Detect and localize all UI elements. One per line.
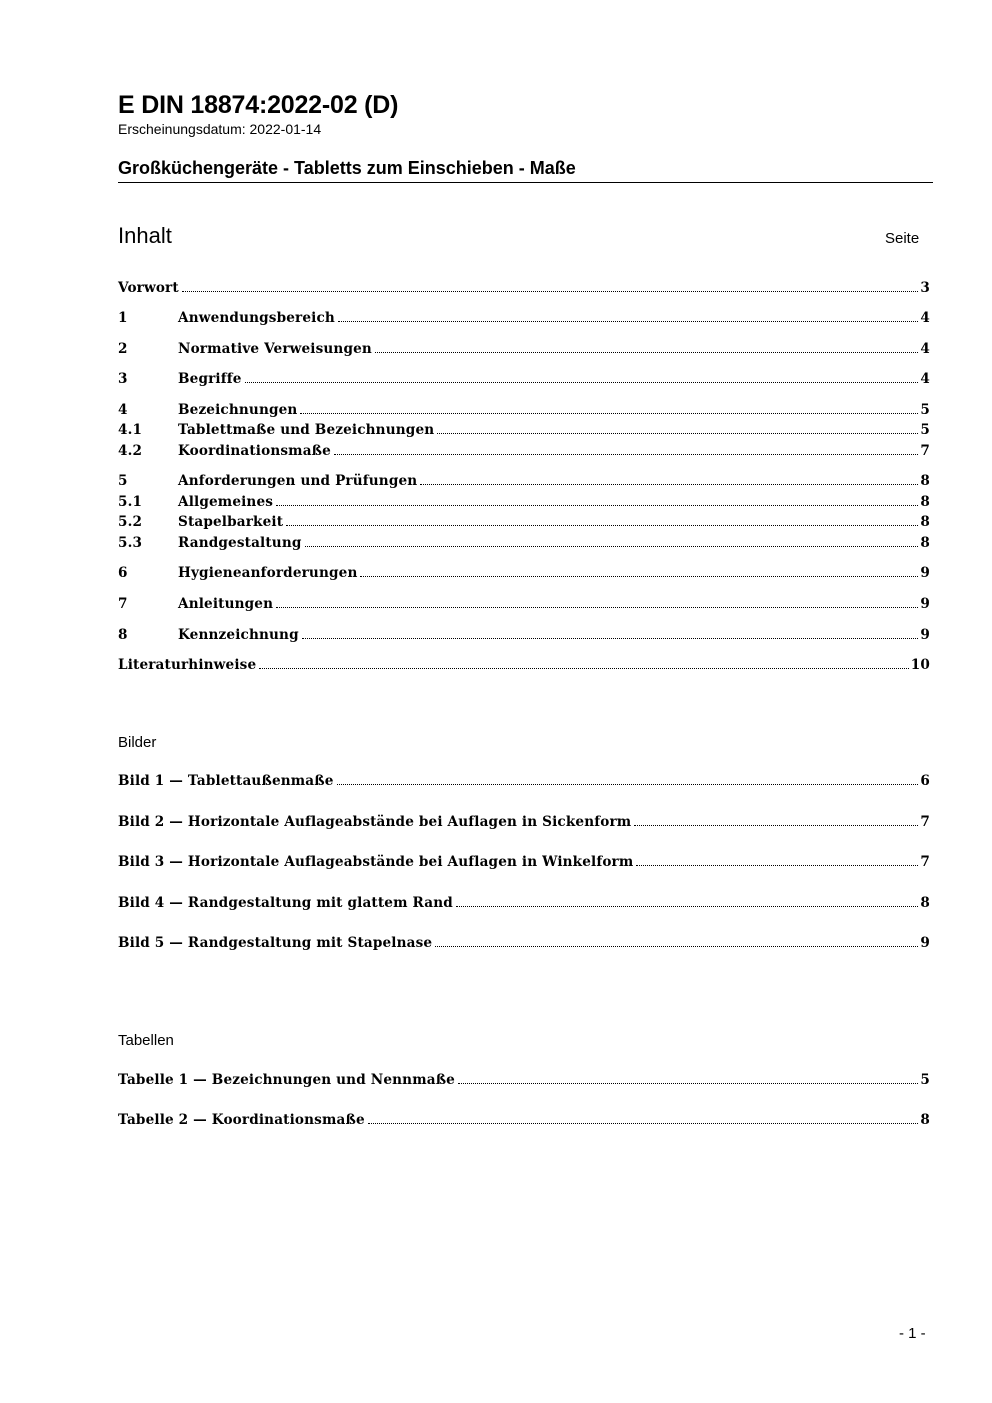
toc-entry-page: 7 [920,443,930,459]
toc-entry-title: Koordinationsmaße [178,443,331,459]
toc-entry-title: Anleitungen [178,596,274,612]
dot-leader [435,946,918,947]
toc-entry-3[interactable] [118,371,930,391]
toc-entry-page: 8 [920,535,930,551]
toc-entry-number: 4 [118,402,128,418]
toc-entry-number: 5.2 [118,514,143,530]
toc-entry-number: 3 [118,371,128,387]
toc-entry-5-2[interactable] [118,514,930,534]
toc-entry-vorwort[interactable] [118,280,930,300]
toc-entry-page: 4 [920,310,930,326]
toc-entry-literaturhinweise[interactable] [118,657,930,677]
dot-leader [286,525,918,526]
dot-leader [458,1083,918,1084]
toc-entry-6[interactable] [118,565,930,585]
document-title: E DIN 18874:2022-02 (D) [118,91,399,119]
toc-entry-page: 4 [920,341,930,357]
toc-entry-title: Normative Verweisungen [178,341,372,357]
dot-leader [276,607,918,608]
toc-entry-title: Allgemeines [178,494,274,510]
dot-leader [437,433,918,434]
dot-leader [302,638,919,639]
figure-entry-5[interactable] [118,935,930,955]
dot-leader [360,576,918,577]
toc-entry-page: 3 [920,280,930,296]
dot-leader [634,825,918,826]
dot-leader [182,291,919,292]
toc-entry-5-3[interactable] [118,535,930,555]
dot-leader [456,906,919,907]
toc-entry-number: 1 [118,310,128,326]
toc-entry-page: 9 [920,627,930,643]
figures-heading: Bilder [118,734,157,751]
figure-entry-1[interactable] [118,773,930,793]
toc-entry-title: Hygieneanforderungen [178,565,358,581]
toc-entry-number: 4.2 [118,443,143,459]
table-entry-page: 5 [920,1072,930,1088]
toc-entry-number: 5 [118,473,128,489]
toc-entry-title: Tablettmaße und Bezeichnungen [178,422,435,438]
toc-entry-title: Anwendungsbereich [178,310,335,326]
toc-entry-page: 8 [920,494,930,510]
dot-leader [338,321,918,322]
toc-entry-1[interactable] [118,310,930,330]
toc-entry-5-1[interactable] [118,494,930,514]
toc-entry-page: 10 [910,657,930,673]
figure-entry-3[interactable] [118,854,930,874]
figure-entry-2[interactable] [118,814,930,834]
toc-entry-title: Stapelbarkeit [178,514,284,530]
figure-entry-4[interactable] [118,895,930,915]
tables-heading: Tabellen [118,1032,174,1049]
dot-leader [334,454,918,455]
dot-leader [300,413,918,414]
figure-entry-title: Bild 2 — Horizontale Auflageabstände bei Auflagen in Sickenform [118,814,632,830]
toc-entry-page: 5 [920,422,930,438]
toc-entry-number: 7 [118,596,128,612]
table-entry-title: Tabelle 2 — Koordinationsmaße [118,1112,365,1128]
toc-entry-page: 8 [920,514,930,530]
figure-entry-title: Bild 4 — Randgestaltung mit glattem Rand [118,895,453,911]
table-entry-page: 8 [920,1112,930,1128]
publication-date: Erscheinungsdatum: 2022-01-14 [118,121,322,137]
toc-entry-page: 5 [920,402,930,418]
toc-entry-4-1[interactable] [118,422,930,442]
toc-entry-title: Begriffe [178,371,242,387]
table-entry-1[interactable] [118,1072,930,1092]
figure-entry-page: 8 [920,895,930,911]
toc-entry-page: 8 [920,473,930,489]
dot-leader [259,668,909,669]
toc-entry-page: 4 [920,371,930,387]
page-column-label: Seite [885,230,920,247]
toc-entry-page: 9 [920,565,930,581]
figure-entry-title: Bild 1 — Tablettaußenmaße [118,773,334,789]
figure-entry-title: Bild 3 — Horizontale Auflageabstände bei Auflagen in Winkelform [118,854,634,870]
toc-entry-8[interactable] [118,627,930,647]
dot-leader [337,784,919,785]
toc-entry-page: 9 [920,596,930,612]
figure-entry-page: 6 [920,773,930,789]
toc-entry-7[interactable] [118,596,930,616]
table-entry-title: Tabelle 1 — Bezeichnungen und Nennmaße [118,1072,455,1088]
figure-entry-title: Bild 5 — Randgestaltung mit Stapelnase [118,935,433,951]
toc-entry-title: Bezeichnungen [178,402,298,418]
toc-entry-5[interactable] [118,473,930,493]
page-number: - 1 - [899,1325,926,1342]
dot-leader [420,484,918,485]
toc-entry-number: 5.3 [118,535,143,551]
toc-entry-4[interactable] [118,402,930,422]
figure-entry-page: 9 [920,935,930,951]
toc-entry-number: 4.1 [118,422,143,438]
toc-entry-number: 2 [118,341,128,357]
toc-entry-title: Kennzeichnung [178,627,299,643]
document-subject: Großküchengeräte - Tabletts zum Einschieben - Maße [118,158,576,178]
toc-entry-2[interactable] [118,341,930,361]
figure-entry-page: 7 [920,854,930,870]
toc-entry-number: 6 [118,565,128,581]
toc-entry-number: 8 [118,627,128,643]
title-divider [118,182,933,183]
toc-entry-title: Literaturhinweise [118,657,257,673]
dot-leader [636,865,918,866]
toc-entry-title: Anforderungen und Prüfungen [178,473,418,489]
dot-leader [276,505,918,506]
dot-leader [305,546,919,547]
dot-leader [368,1123,919,1124]
toc-entry-title: Randgestaltung [178,535,302,551]
dot-leader [245,382,919,383]
toc-entry-4-2[interactable] [118,443,930,463]
toc-entry-title: Vorwort [118,280,179,296]
figure-entry-page: 7 [920,814,930,830]
toc-entry-number: 5.1 [118,494,143,510]
table-entry-2[interactable] [118,1112,930,1132]
dot-leader [375,352,918,353]
toc-heading: Inhalt [118,223,172,248]
